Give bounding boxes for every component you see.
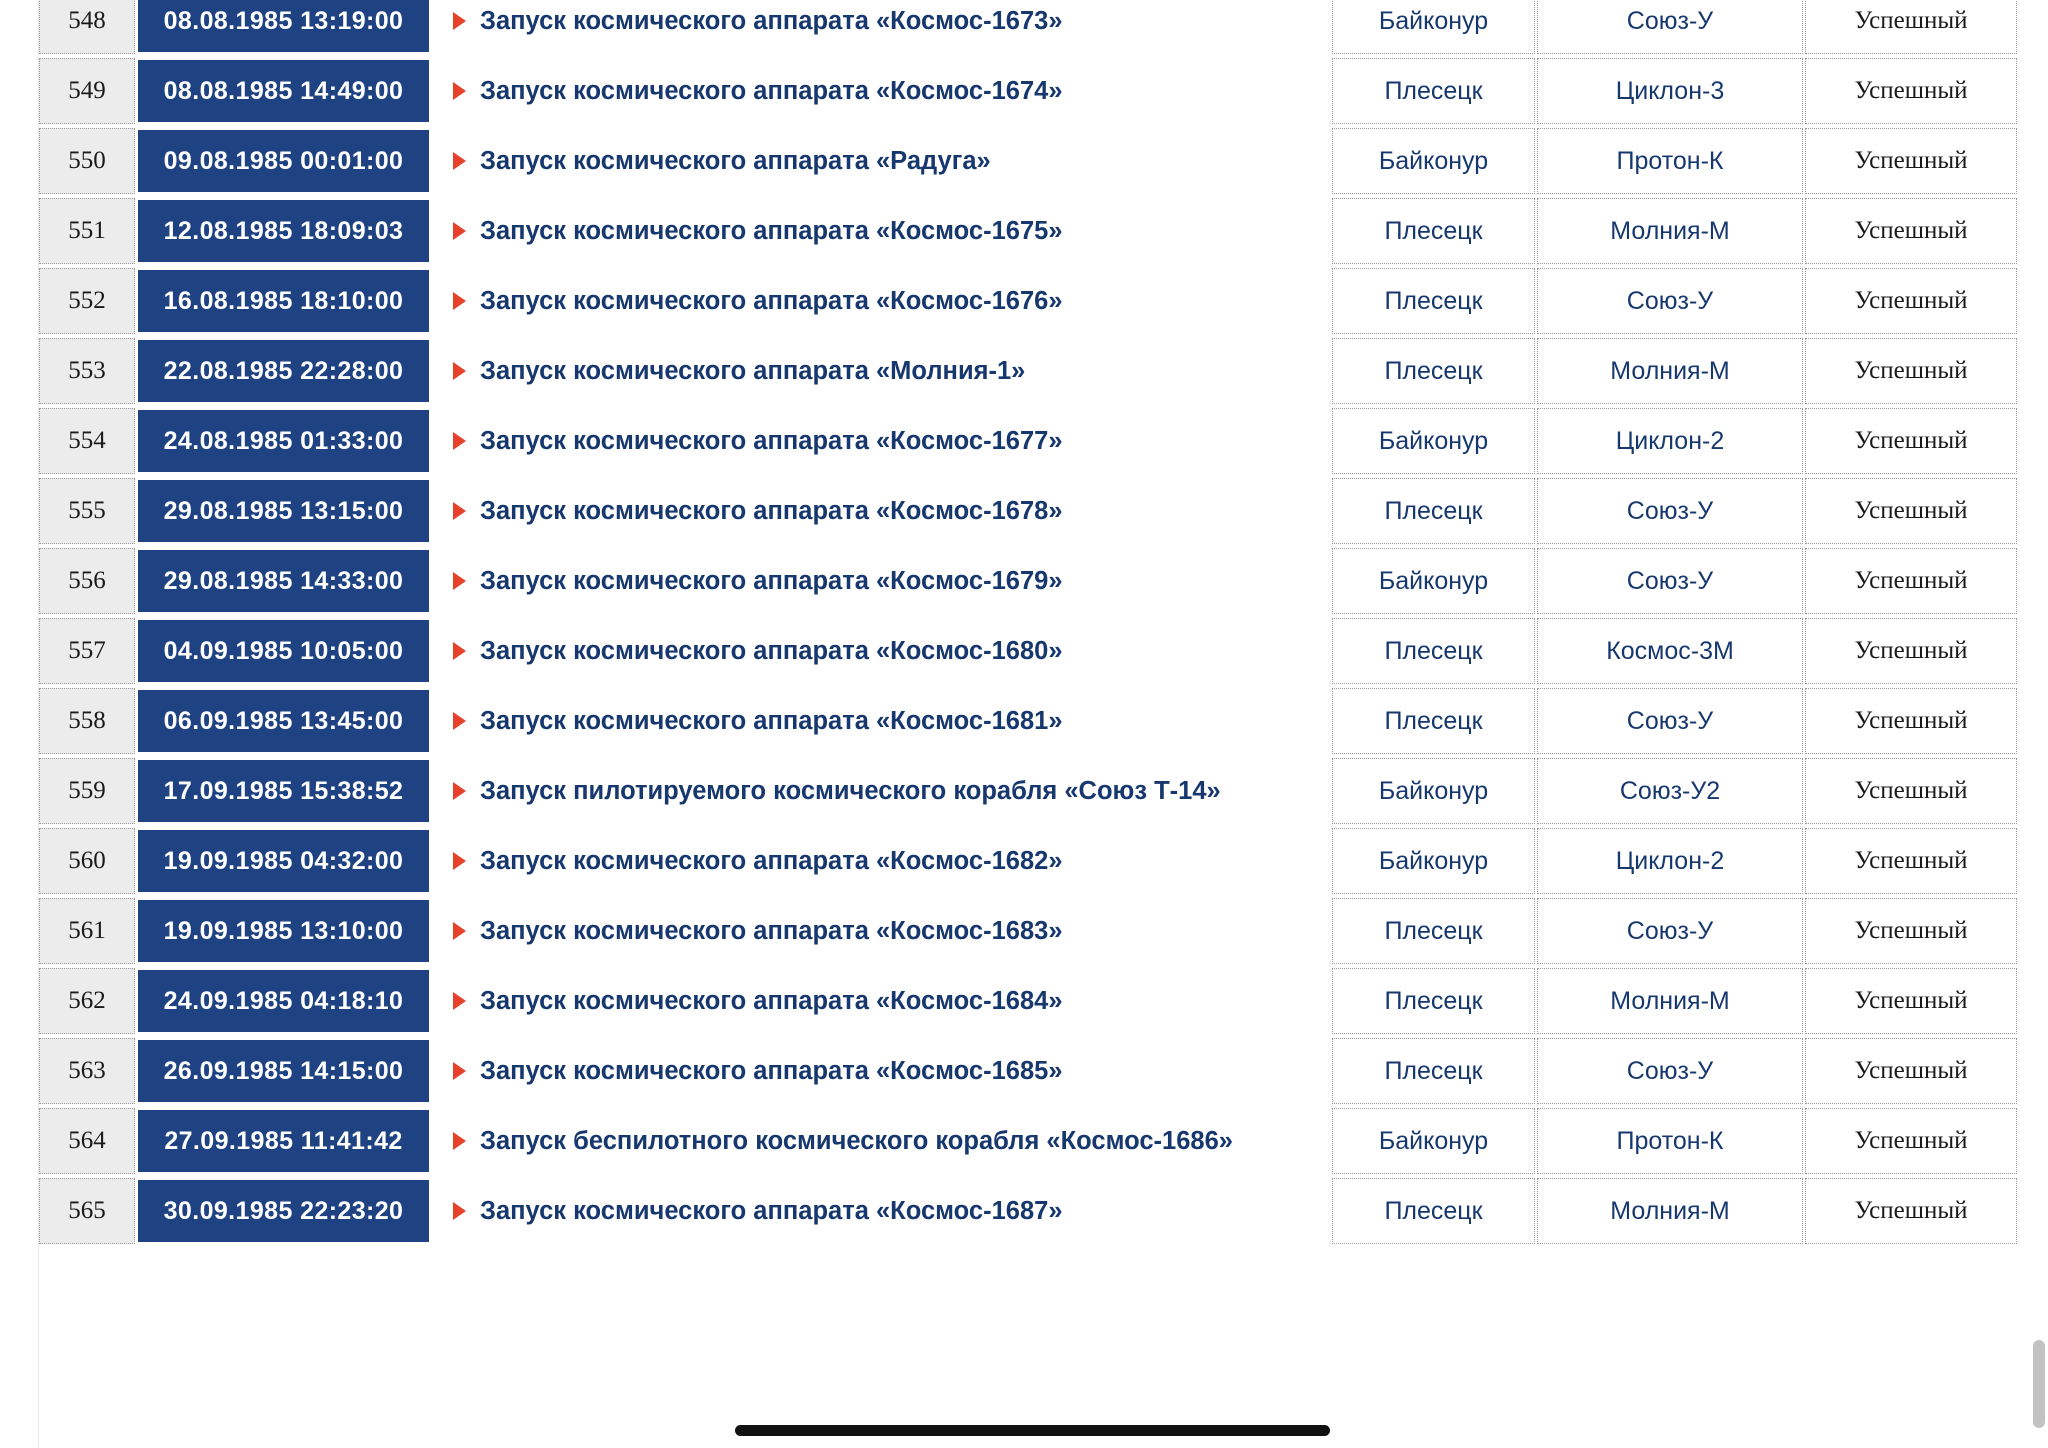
launch-datetime[interactable]: 27.09.1985 11:41:42	[138, 1110, 429, 1172]
cell-number	[38, 1106, 136, 1176]
rocket-name[interactable]: Молния-М	[1537, 338, 1803, 404]
cell-datetime	[136, 196, 431, 266]
row-number: 555	[39, 478, 135, 544]
event-title[interactable]: Запуск космического аппарата «Космос-1677»	[480, 426, 1063, 455]
row-number: 558	[39, 688, 135, 754]
table-row	[38, 966, 2018, 1036]
cell-datetime	[136, 756, 431, 826]
rocket-name[interactable]: Молния-М	[1537, 198, 1803, 264]
datetime-wrap	[136, 1176, 431, 1246]
event-title[interactable]: Запуск космического аппарата «Космос-1682»	[480, 846, 1063, 875]
cell-site	[1331, 686, 1536, 756]
cell-rocket	[1536, 616, 1804, 686]
cell-datetime	[136, 266, 431, 336]
cell-rocket	[1536, 1036, 1804, 1106]
play-triangle-icon	[453, 362, 466, 380]
datetime-wrap	[136, 1036, 431, 1106]
cell-rocket	[1536, 476, 1804, 546]
cell-datetime	[136, 1036, 431, 1106]
launch-datetime[interactable]: 08.08.1985 13:19:00	[138, 0, 429, 52]
cell-site	[1331, 0, 1536, 56]
event-cell	[431, 336, 1331, 406]
row-number: 554	[39, 408, 135, 474]
cell-status	[1804, 406, 2018, 476]
play-triangle-icon	[453, 1132, 466, 1150]
cell-datetime	[136, 0, 431, 56]
launch-site[interactable]: Плесецк	[1332, 898, 1535, 964]
launch-status: Успешный	[1805, 1038, 2017, 1104]
horizontal-scrollbar[interactable]	[735, 1425, 1330, 1436]
rocket-name[interactable]: Молния-М	[1537, 968, 1803, 1034]
launch-site[interactable]: Плесецк	[1332, 968, 1535, 1034]
cell-datetime	[136, 1176, 431, 1246]
cell-number	[38, 1176, 136, 1246]
launch-site[interactable]: Байконур	[1332, 758, 1535, 824]
cell-number	[38, 476, 136, 546]
cell-number	[38, 686, 136, 756]
cell-site	[1331, 406, 1536, 476]
launch-datetime[interactable]: 09.08.1985 00:01:00	[138, 130, 429, 192]
rocket-name[interactable]: Циклон-2	[1537, 828, 1803, 894]
row-number: 550	[39, 128, 135, 194]
event-cell	[431, 896, 1331, 966]
event-title[interactable]: Запуск космического аппарата «Космос-1687»	[480, 1196, 1063, 1225]
cell-status	[1804, 546, 2018, 616]
event-title[interactable]: Запуск космического аппарата «Космос-1675»	[480, 216, 1063, 245]
event-cell	[431, 406, 1331, 476]
cell-datetime	[136, 896, 431, 966]
cell-rocket	[1536, 406, 1804, 476]
row-number: 564	[39, 1108, 135, 1174]
cell-status	[1804, 756, 2018, 826]
launch-status: Успешный	[1805, 758, 2017, 824]
rocket-name[interactable]: Союз-У	[1537, 1038, 1803, 1104]
cell-site	[1331, 826, 1536, 896]
play-triangle-icon	[453, 712, 466, 730]
datetime-wrap	[136, 126, 431, 196]
launch-site[interactable]: Байконур	[1332, 128, 1535, 194]
launch-status: Успешный	[1805, 548, 2017, 614]
launch-datetime[interactable]: 30.09.1985 22:23:20	[138, 1180, 429, 1242]
event-cell	[431, 126, 1331, 196]
row-number: 560	[39, 828, 135, 894]
row-number: 548	[39, 0, 135, 54]
launch-datetime[interactable]: 16.08.1985 18:10:00	[138, 270, 429, 332]
cell-status	[1804, 616, 2018, 686]
launch-site[interactable]: Байконур	[1332, 828, 1535, 894]
launch-site[interactable]: Плесецк	[1332, 688, 1535, 754]
row-number: 556	[39, 548, 135, 614]
cell-status	[1804, 56, 2018, 126]
row-number: 553	[39, 338, 135, 404]
datetime-wrap	[136, 1106, 431, 1176]
cell-status	[1804, 896, 2018, 966]
cell-status	[1804, 266, 2018, 336]
launch-site[interactable]: Плесецк	[1332, 1038, 1535, 1104]
cell-status	[1804, 686, 2018, 756]
table-row	[38, 126, 2018, 196]
event-title[interactable]: Запуск космического аппарата «Космос-1673»	[480, 6, 1063, 35]
row-number: 561	[39, 898, 135, 964]
cell-rocket	[1536, 196, 1804, 266]
cell-rocket	[1536, 966, 1804, 1036]
datetime-wrap	[136, 406, 431, 476]
datetime-wrap	[136, 966, 431, 1036]
cell-rocket	[1536, 826, 1804, 896]
launch-status: Успешный	[1805, 618, 2017, 684]
table-row	[38, 476, 2018, 546]
cell-datetime	[136, 336, 431, 406]
cell-datetime	[136, 826, 431, 896]
cell-event	[431, 756, 1331, 826]
play-triangle-icon	[453, 572, 466, 590]
launch-site[interactable]: Плесецк	[1332, 478, 1535, 544]
cell-site	[1331, 616, 1536, 686]
rocket-name[interactable]: Космос-3М	[1537, 618, 1803, 684]
launch-status: Успешный	[1805, 828, 2017, 894]
cell-rocket	[1536, 546, 1804, 616]
cell-site	[1331, 476, 1536, 546]
event-cell	[431, 476, 1331, 546]
rocket-name[interactable]: Союз-У2	[1537, 758, 1803, 824]
event-title[interactable]: Запуск космического аппарата «Молния-1»	[480, 356, 1026, 385]
cell-status	[1804, 336, 2018, 406]
cell-status	[1804, 1176, 2018, 1246]
play-triangle-icon	[453, 82, 466, 100]
event-cell	[431, 966, 1331, 1036]
cell-rocket	[1536, 336, 1804, 406]
rocket-name[interactable]: Циклон-3	[1537, 58, 1803, 124]
cell-datetime	[136, 616, 431, 686]
launch-status: Успешный	[1805, 268, 2017, 334]
launch-datetime[interactable]: 29.08.1985 14:33:00	[138, 550, 429, 612]
cell-number	[38, 896, 136, 966]
event-cell	[431, 196, 1331, 266]
event-cell	[431, 686, 1331, 756]
cell-rocket	[1536, 266, 1804, 336]
cell-event	[431, 406, 1331, 476]
cell-number	[38, 546, 136, 616]
launch-status: Успешный	[1805, 1108, 2017, 1174]
launch-datetime[interactable]: 29.08.1985 13:15:00	[138, 480, 429, 542]
cell-event	[431, 196, 1331, 266]
launch-status: Успешный	[1805, 408, 2017, 474]
table-row	[38, 266, 2018, 336]
row-number: 551	[39, 198, 135, 264]
cell-number	[38, 406, 136, 476]
cell-number	[38, 756, 136, 826]
table-row	[38, 546, 2018, 616]
cell-datetime	[136, 406, 431, 476]
table-row	[38, 0, 2018, 56]
rocket-name[interactable]: Союз-У	[1537, 478, 1803, 544]
rocket-name[interactable]: Союз-У	[1537, 0, 1803, 54]
cell-event	[431, 546, 1331, 616]
cell-event	[431, 966, 1331, 1036]
launch-site[interactable]: Плесецк	[1332, 198, 1535, 264]
launch-site[interactable]: Байконур	[1332, 1108, 1535, 1174]
event-cell	[431, 1106, 1331, 1176]
event-title[interactable]: Запуск космического аппарата «Космос-1680»	[480, 636, 1063, 665]
play-triangle-icon	[453, 852, 466, 870]
cell-site	[1331, 966, 1536, 1036]
cell-event	[431, 896, 1331, 966]
rocket-name[interactable]: Молния-М	[1537, 1178, 1803, 1244]
event-title[interactable]: Запуск беспилотного космического корабля «Космос-1686»	[480, 1126, 1233, 1155]
launch-status: Успешный	[1805, 478, 2017, 544]
launch-status: Успешный	[1805, 338, 2017, 404]
launch-datetime[interactable]: 17.09.1985 15:38:52	[138, 760, 429, 822]
cell-status	[1804, 196, 2018, 266]
play-triangle-icon	[453, 152, 466, 170]
space-launch-table	[38, 0, 2018, 1246]
event-cell	[431, 546, 1331, 616]
event-cell	[431, 1036, 1331, 1106]
cell-event	[431, 826, 1331, 896]
launch-site[interactable]: Плесецк	[1332, 618, 1535, 684]
cell-event	[431, 56, 1331, 126]
datetime-wrap	[136, 896, 431, 966]
page-left-gutter	[0, 0, 39, 1448]
rocket-name[interactable]: Циклон-2	[1537, 408, 1803, 474]
cell-datetime	[136, 126, 431, 196]
launch-status: Успешный	[1805, 128, 2017, 194]
table-row	[38, 336, 2018, 406]
datetime-wrap	[136, 616, 431, 686]
cell-site	[1331, 1176, 1536, 1246]
cell-rocket	[1536, 756, 1804, 826]
event-cell	[431, 616, 1331, 686]
launch-site[interactable]: Байконур	[1332, 408, 1535, 474]
cell-site	[1331, 896, 1536, 966]
cell-event	[431, 1106, 1331, 1176]
play-triangle-icon	[453, 922, 466, 940]
play-triangle-icon	[453, 12, 466, 30]
launch-site[interactable]: Плесецк	[1332, 58, 1535, 124]
row-number: 557	[39, 618, 135, 684]
event-title[interactable]: Запуск космического аппарата «Космос-1674»	[480, 76, 1063, 105]
datetime-wrap	[136, 826, 431, 896]
datetime-wrap	[136, 476, 431, 546]
row-number: 565	[39, 1178, 135, 1244]
launch-datetime[interactable]: 24.08.1985 01:33:00	[138, 410, 429, 472]
event-title[interactable]: Запуск космического аппарата «Космос-1685»	[480, 1056, 1063, 1085]
launch-site[interactable]: Плесецк	[1332, 268, 1535, 334]
cell-event	[431, 126, 1331, 196]
cell-rocket	[1536, 126, 1804, 196]
table-row	[38, 616, 2018, 686]
cell-number	[38, 336, 136, 406]
rocket-name[interactable]: Союз-У	[1537, 268, 1803, 334]
datetime-wrap	[136, 266, 431, 336]
cell-number	[38, 826, 136, 896]
datetime-wrap	[136, 546, 431, 616]
table-body	[38, 0, 2018, 1246]
cell-rocket	[1536, 56, 1804, 126]
table-row	[38, 56, 2018, 126]
rocket-name[interactable]: Протон-К	[1537, 1108, 1803, 1174]
cell-site	[1331, 336, 1536, 406]
cell-rocket	[1536, 0, 1804, 56]
play-triangle-icon	[453, 222, 466, 240]
cell-event	[431, 686, 1331, 756]
cell-site	[1331, 1036, 1536, 1106]
launch-datetime[interactable]: 08.08.1985 14:49:00	[138, 60, 429, 122]
cell-number	[38, 616, 136, 686]
launch-status: Успешный	[1805, 0, 2017, 54]
launch-status: Успешный	[1805, 58, 2017, 124]
play-triangle-icon	[453, 1062, 466, 1080]
event-title[interactable]: Запуск космического аппарата «Космос-1681»	[480, 706, 1063, 735]
cell-event	[431, 0, 1331, 56]
play-triangle-icon	[453, 292, 466, 310]
datetime-wrap	[136, 686, 431, 756]
cell-status	[1804, 826, 2018, 896]
datetime-wrap	[136, 0, 431, 56]
cell-number	[38, 126, 136, 196]
vertical-scrollbar[interactable]	[2033, 1340, 2045, 1428]
cell-site	[1331, 126, 1536, 196]
table-row	[38, 1176, 2018, 1246]
cell-number	[38, 1036, 136, 1106]
cell-number	[38, 196, 136, 266]
launch-datetime[interactable]: 24.09.1985 04:18:10	[138, 970, 429, 1032]
row-number: 563	[39, 1038, 135, 1104]
cell-site	[1331, 266, 1536, 336]
datetime-wrap	[136, 56, 431, 126]
cell-datetime	[136, 476, 431, 546]
event-cell	[431, 1176, 1331, 1246]
cell-number	[38, 56, 136, 126]
cell-site	[1331, 196, 1536, 266]
cell-event	[431, 266, 1331, 336]
play-triangle-icon	[453, 992, 466, 1010]
cell-datetime	[136, 56, 431, 126]
event-cell	[431, 756, 1331, 826]
datetime-wrap	[136, 756, 431, 826]
row-number: 552	[39, 268, 135, 334]
cell-event	[431, 336, 1331, 406]
cell-rocket	[1536, 686, 1804, 756]
event-title[interactable]: Запуск космического аппарата «Космос-1684»	[480, 986, 1063, 1015]
launch-status: Успешный	[1805, 968, 2017, 1034]
launch-site[interactable]: Байконур	[1332, 548, 1535, 614]
table-row	[38, 686, 2018, 756]
event-cell	[431, 0, 1331, 56]
event-cell	[431, 826, 1331, 896]
table-row	[38, 896, 2018, 966]
cell-status	[1804, 0, 2018, 56]
event-title[interactable]: Запуск космического аппарата «Космос-1683»	[480, 916, 1063, 945]
cell-status	[1804, 476, 2018, 546]
launch-status: Успешный	[1805, 1178, 2017, 1244]
cell-status	[1804, 1106, 2018, 1176]
table-row	[38, 406, 2018, 476]
rocket-name[interactable]: Союз-У	[1537, 898, 1803, 964]
event-cell	[431, 266, 1331, 336]
event-title[interactable]: Запуск космического аппарата «Космос-1676»	[480, 286, 1063, 315]
cell-site	[1331, 1106, 1536, 1176]
launch-datetime[interactable]: 04.09.1985 10:05:00	[138, 620, 429, 682]
event-title[interactable]: Запуск космического аппарата «Радуга»	[480, 146, 991, 175]
rocket-name[interactable]: Союз-У	[1537, 688, 1803, 754]
cell-status	[1804, 126, 2018, 196]
table-row	[38, 1106, 2018, 1176]
cell-event	[431, 1036, 1331, 1106]
row-number: 562	[39, 968, 135, 1034]
cell-event	[431, 616, 1331, 686]
launch-datetime[interactable]: 12.08.1985 18:09:03	[138, 200, 429, 262]
cell-datetime	[136, 686, 431, 756]
launch-datetime[interactable]: 22.08.1985 22:28:00	[138, 340, 429, 402]
cell-event	[431, 1176, 1331, 1246]
cell-rocket	[1536, 1106, 1804, 1176]
launch-status: Успешный	[1805, 198, 2017, 264]
play-triangle-icon	[453, 432, 466, 450]
play-triangle-icon	[453, 1202, 466, 1220]
cell-datetime	[136, 546, 431, 616]
table-row	[38, 1036, 2018, 1106]
cell-datetime	[136, 1106, 431, 1176]
launch-datetime[interactable]: 19.09.1985 13:10:00	[138, 900, 429, 962]
launch-site[interactable]: Плесецк	[1332, 1178, 1535, 1244]
cell-number	[38, 966, 136, 1036]
launch-datetime[interactable]: 06.09.1985 13:45:00	[138, 690, 429, 752]
cell-site	[1331, 546, 1536, 616]
event-title[interactable]: Запуск пилотируемого космического корабля «Союз Т-14»	[480, 776, 1221, 805]
play-triangle-icon	[453, 642, 466, 660]
event-cell	[431, 56, 1331, 126]
launch-status: Успешный	[1805, 898, 2017, 964]
cell-rocket	[1536, 896, 1804, 966]
table-row	[38, 196, 2018, 266]
play-triangle-icon	[453, 502, 466, 520]
table-row	[38, 826, 2018, 896]
cell-status	[1804, 966, 2018, 1036]
launch-datetime[interactable]: 19.09.1985 04:32:00	[138, 830, 429, 892]
row-number: 549	[39, 58, 135, 124]
event-title[interactable]: Запуск космического аппарата «Космос-1679»	[480, 566, 1063, 595]
cell-site	[1331, 56, 1536, 126]
cell-datetime	[136, 966, 431, 1036]
rocket-name[interactable]: Протон-К	[1537, 128, 1803, 194]
cell-status	[1804, 1036, 2018, 1106]
datetime-wrap	[136, 196, 431, 266]
rocket-name[interactable]: Союз-У	[1537, 548, 1803, 614]
event-title[interactable]: Запуск космического аппарата «Космос-1678»	[480, 496, 1063, 525]
launch-status: Успешный	[1805, 688, 2017, 754]
row-number: 559	[39, 758, 135, 824]
launch-site[interactable]: Байконур	[1332, 0, 1535, 54]
cell-event	[431, 476, 1331, 546]
cell-rocket	[1536, 1176, 1804, 1246]
cell-number	[38, 0, 136, 56]
launch-site[interactable]: Плесецк	[1332, 338, 1535, 404]
cell-number	[38, 266, 136, 336]
launch-datetime[interactable]: 26.09.1985 14:15:00	[138, 1040, 429, 1102]
datetime-wrap	[136, 336, 431, 406]
cell-site	[1331, 756, 1536, 826]
table-row	[38, 756, 2018, 826]
play-triangle-icon	[453, 782, 466, 800]
